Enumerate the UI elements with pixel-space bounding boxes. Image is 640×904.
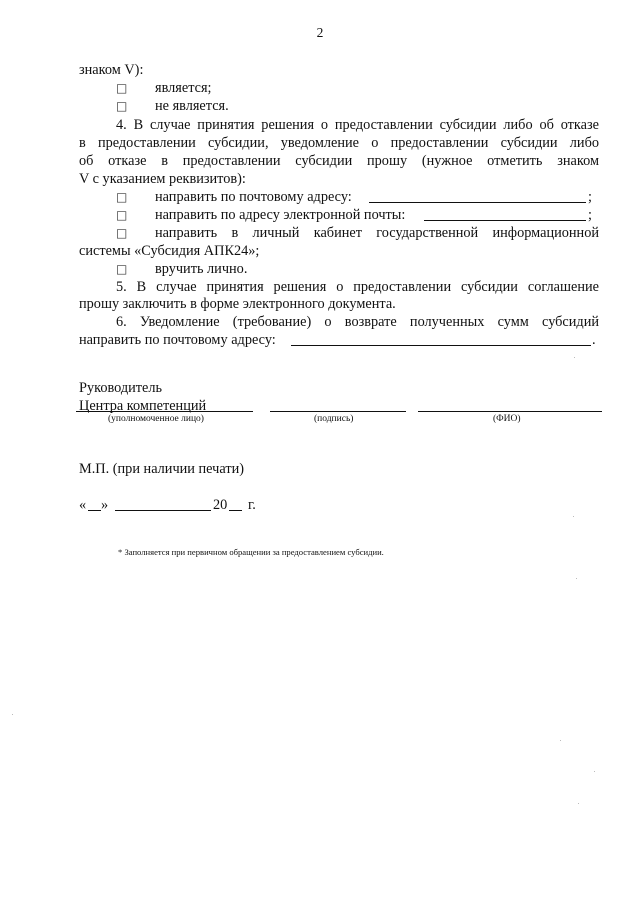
date-month-field[interactable]: [115, 510, 211, 511]
date-year-prefix: 20: [213, 497, 228, 513]
paragraph-6-line-1: 6. Уведомление (требование) о возврате полученных сумм субсидий: [116, 314, 599, 330]
footnote: * Заполняется при первичном обращении за предоставлением субсидии.: [118, 547, 384, 557]
checkbox-icon[interactable]: □: [116, 99, 128, 113]
date-day-field[interactable]: [88, 510, 101, 511]
scan-speck: [574, 357, 575, 358]
signatory-line: [76, 411, 253, 412]
scan-speck: [576, 578, 577, 579]
page-number: 2: [316, 25, 324, 40]
option-is-not-label: не является.: [155, 98, 229, 114]
checkbox-icon[interactable]: □: [116, 226, 128, 240]
paragraph-5-line-1: 5. В случае принятия решения о предоставлении субсидии соглашение: [116, 279, 599, 295]
date-close-quote: »: [101, 497, 109, 513]
option-hand-checkbox: [116, 261, 127, 277]
option-post-end: ;: [588, 189, 592, 205]
checkbox-icon[interactable]: □: [116, 208, 128, 222]
paragraph-4-line-1: 4. В случае принятия решения о предоставлении субсидии либо об отказе: [116, 117, 599, 133]
paragraph-4-line-2: в предоставлении субсидии, уведомление о предоставлении субсидии либо: [79, 135, 599, 151]
paragraph-4-line-3: об отказе в предоставлении субсидии прошу (нужное отметить знаком: [79, 153, 599, 169]
paragraph-6-line-2: направить по почтовому адресу:: [79, 332, 276, 348]
checkbox-icon[interactable]: □: [116, 190, 128, 204]
option-post-checkbox: [116, 189, 127, 205]
caption-full-name: (ФИО): [493, 414, 521, 424]
paragraph-4-line-4: V с указанием реквизитов):: [79, 171, 246, 187]
scan-speck: [594, 771, 595, 772]
signatory-role-line-2: Центра компетенций: [79, 398, 207, 414]
option-is: [116, 80, 127, 96]
option-post-label: направить по почтовому адресу:: [155, 189, 352, 205]
option-is-label: является;: [155, 80, 212, 96]
date-year-field[interactable]: [229, 510, 242, 511]
post-address-field[interactable]: [369, 202, 586, 203]
option-email-label: направить по адресу электронной почты:: [155, 207, 406, 223]
return-address-field[interactable]: [291, 345, 591, 346]
date-open-quote: «: [79, 497, 87, 513]
date-year-suffix: г.: [248, 497, 256, 513]
option-email-end: ;: [588, 207, 592, 223]
email-field[interactable]: [424, 220, 586, 221]
scan-speck: [578, 803, 579, 804]
checkbox-icon[interactable]: □: [116, 262, 128, 276]
paragraph-6-end: .: [592, 332, 596, 348]
option-is-not: [116, 98, 127, 114]
full-name-line[interactable]: [418, 411, 602, 412]
option-email-checkbox: [116, 207, 127, 223]
continuation-line: знаком V):: [79, 62, 144, 78]
scan-speck: [12, 714, 13, 715]
option-cabinet-line-2: системы «Субсидия АПК24»;: [79, 243, 260, 259]
signatory-role-line-1: Руководитель: [79, 380, 163, 396]
stamp-note: М.П. (при наличии печати): [79, 461, 244, 477]
signature-line[interactable]: [270, 411, 406, 412]
scan-speck: [573, 516, 574, 517]
checkbox-icon[interactable]: □: [116, 81, 128, 95]
caption-signature: (подпись): [314, 414, 354, 424]
caption-authorized-person: (уполномоченное лицо): [108, 414, 204, 424]
option-hand-label: вручить лично.: [155, 261, 248, 277]
option-cabinet-checkbox: [116, 225, 127, 241]
scan-speck: [560, 740, 561, 741]
paragraph-5-line-2: прошу заключить в форме электронного документа.: [79, 296, 396, 312]
option-cabinet-line-1: направить в личный кабинет государственной информационной: [155, 225, 599, 241]
